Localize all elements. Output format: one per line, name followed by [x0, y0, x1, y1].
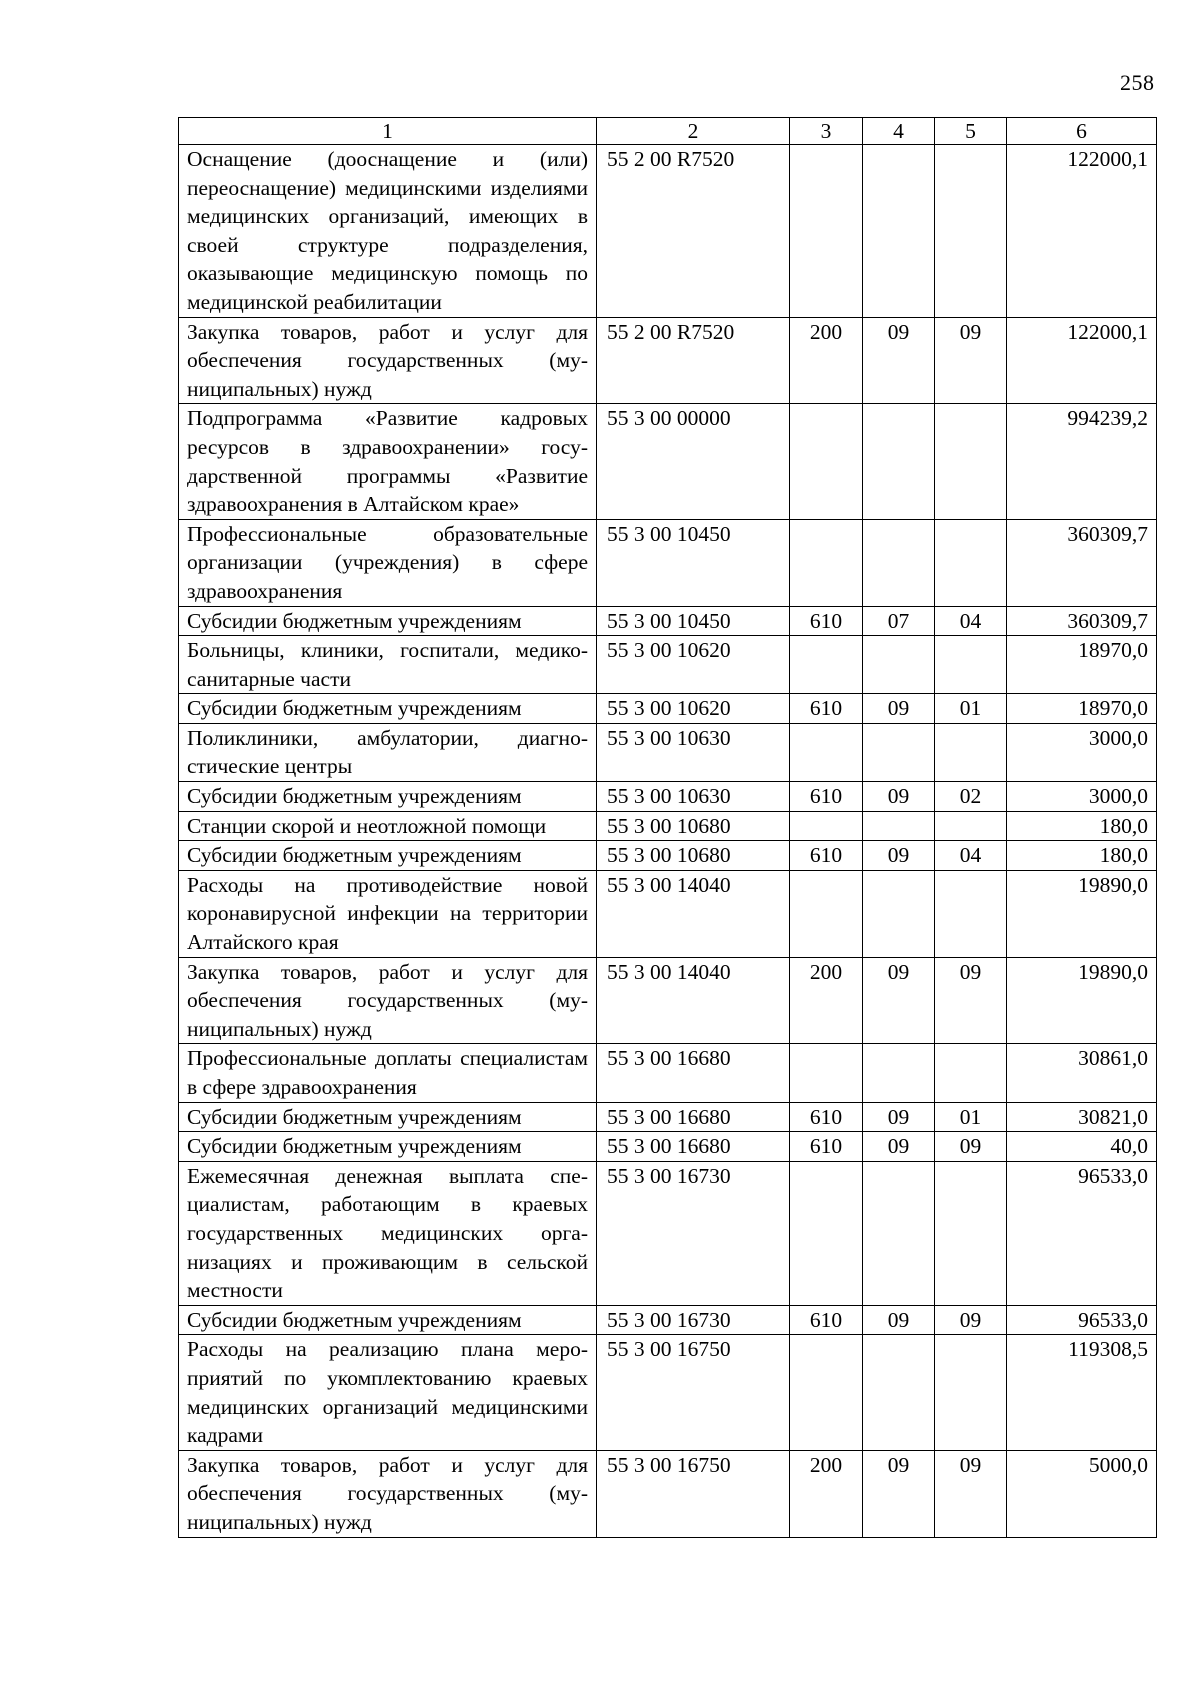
table-row [179, 404, 1157, 519]
row-subsection [935, 1335, 1007, 1450]
row-target-code: 55 3 00 16680 [597, 1132, 790, 1162]
row-expense-type [790, 519, 863, 606]
row-expense-type: 200 [790, 317, 863, 404]
table-row [179, 636, 1157, 694]
row-subsection [935, 870, 1007, 957]
row-target-code: 55 3 00 16680 [597, 1044, 790, 1102]
row-description: Расходы на противодействие новой коронавирусной инфекции на территории Алтайского края [179, 870, 597, 957]
header-cell-col-6: 6 [1007, 118, 1157, 145]
table-row [179, 1305, 1157, 1335]
row-description: Закупка товаров, работ и услуг для обеспечения государственных (муниципальных) нужд [179, 1450, 597, 1537]
row-subsection: 09 [935, 1450, 1007, 1537]
row-amount: 30821,0 [1007, 1102, 1157, 1132]
row-section [863, 1161, 935, 1305]
row-description: Станции скорой и неотложной помощи [179, 811, 597, 841]
table-row [179, 606, 1157, 636]
row-amount: 96533,0 [1007, 1161, 1157, 1305]
row-expense-type [790, 636, 863, 694]
header-cell-col-5: 5 [935, 118, 1007, 145]
row-target-code: 55 3 00 14040 [597, 870, 790, 957]
row-expense-type: 610 [790, 782, 863, 812]
row-subsection: 04 [935, 841, 1007, 871]
row-section: 09 [863, 694, 935, 724]
row-expense-type: 610 [790, 1102, 863, 1132]
budget-table [178, 117, 1157, 1538]
row-expense-type: 610 [790, 1305, 863, 1335]
row-description: Расходы на реализацию плана мероприятий по укомплектованию краевых медицинских организаций медицинскими кадрами [179, 1335, 597, 1450]
row-expense-type [790, 811, 863, 841]
row-description: Больницы, клиники, госпитали, медико-санитарные части [179, 636, 597, 694]
row-subsection [935, 723, 1007, 781]
row-section [863, 870, 935, 957]
row-section [863, 636, 935, 694]
row-description: Оснащение (дооснащение и (или) переоснащение) медицинскими изделиями медицинских организаций, имеющих в своей структуре подразделения, оказывающие медицинскую помощь по медицинской реабилитации [179, 145, 597, 318]
row-target-code: 55 2 00 R7520 [597, 317, 790, 404]
table-row [179, 870, 1157, 957]
table-row [179, 1044, 1157, 1102]
row-description: Субсидии бюджетным учреждениям [179, 694, 597, 724]
table-row [179, 841, 1157, 871]
row-description: Подпрограмма «Развитие кадровых ресурсов в здравоохранении» государственной программы «Развитие здравоохранения в Алтайском крае» [179, 404, 597, 519]
row-amount: 19890,0 [1007, 870, 1157, 957]
row-section [863, 145, 935, 318]
row-section: 09 [863, 1450, 935, 1537]
row-amount: 30861,0 [1007, 1044, 1157, 1102]
row-amount: 180,0 [1007, 811, 1157, 841]
header-cell-col-1: 1 [179, 118, 597, 145]
row-amount: 5000,0 [1007, 1450, 1157, 1537]
row-amount: 360309,7 [1007, 606, 1157, 636]
row-target-code: 55 3 00 00000 [597, 404, 790, 519]
row-description: Субсидии бюджетным учреждениям [179, 1132, 597, 1162]
row-amount: 994239,2 [1007, 404, 1157, 519]
row-expense-type [790, 1044, 863, 1102]
row-expense-type [790, 1335, 863, 1450]
row-target-code: 55 3 00 16750 [597, 1450, 790, 1537]
row-amount: 122000,1 [1007, 145, 1157, 318]
row-amount: 19890,0 [1007, 957, 1157, 1044]
row-amount: 18970,0 [1007, 694, 1157, 724]
row-expense-type [790, 723, 863, 781]
table-row [179, 145, 1157, 318]
row-expense-type [790, 404, 863, 519]
row-subsection: 09 [935, 1132, 1007, 1162]
row-description: Субсидии бюджетным учреждениям [179, 1305, 597, 1335]
table-row [179, 1450, 1157, 1537]
table-row [179, 723, 1157, 781]
row-amount: 40,0 [1007, 1132, 1157, 1162]
row-section: 07 [863, 606, 935, 636]
row-expense-type: 610 [790, 694, 863, 724]
row-target-code: 55 3 00 16750 [597, 1335, 790, 1450]
row-amount: 119308,5 [1007, 1335, 1157, 1450]
row-expense-type: 610 [790, 606, 863, 636]
header-cell-col-3: 3 [790, 118, 863, 145]
row-target-code: 55 2 00 R7520 [597, 145, 790, 318]
row-subsection: 01 [935, 694, 1007, 724]
row-subsection: 02 [935, 782, 1007, 812]
row-description: Профессиональные доплаты специалистам в сфере здравоохранения [179, 1044, 597, 1102]
row-subsection [935, 519, 1007, 606]
row-subsection [935, 145, 1007, 318]
row-amount: 360309,7 [1007, 519, 1157, 606]
table-row [179, 694, 1157, 724]
row-expense-type: 200 [790, 1450, 863, 1537]
header-cell-col-4: 4 [863, 118, 935, 145]
row-subsection: 09 [935, 1305, 1007, 1335]
row-amount: 122000,1 [1007, 317, 1157, 404]
table-row [179, 782, 1157, 812]
row-amount: 18970,0 [1007, 636, 1157, 694]
table-row [179, 1335, 1157, 1450]
row-target-code: 55 3 00 16730 [597, 1305, 790, 1335]
row-section [863, 1044, 935, 1102]
row-section [863, 723, 935, 781]
row-description: Субсидии бюджетным учреждениям [179, 841, 597, 871]
row-section: 09 [863, 1132, 935, 1162]
row-target-code: 55 3 00 10620 [597, 694, 790, 724]
row-subsection [935, 1161, 1007, 1305]
row-section [863, 811, 935, 841]
row-target-code: 55 3 00 16680 [597, 1102, 790, 1132]
table-row [179, 519, 1157, 606]
row-amount: 96533,0 [1007, 1305, 1157, 1335]
row-subsection [935, 636, 1007, 694]
row-expense-type: 610 [790, 1132, 863, 1162]
row-target-code: 55 3 00 16730 [597, 1161, 790, 1305]
row-subsection [935, 404, 1007, 519]
table-row [179, 1132, 1157, 1162]
row-target-code: 55 3 00 10620 [597, 636, 790, 694]
row-section: 09 [863, 782, 935, 812]
row-subsection: 09 [935, 317, 1007, 404]
row-amount: 3000,0 [1007, 782, 1157, 812]
row-expense-type: 200 [790, 957, 863, 1044]
page-number: 258 [1120, 70, 1155, 95]
row-description: Поликлиники, амбулатории, диагностические центры [179, 723, 597, 781]
row-section [863, 1335, 935, 1450]
row-amount: 3000,0 [1007, 723, 1157, 781]
row-section: 09 [863, 1305, 935, 1335]
row-target-code: 55 3 00 10450 [597, 606, 790, 636]
row-target-code: 55 3 00 14040 [597, 957, 790, 1044]
row-description: Ежемесячная денежная выплата специалистам, работающим в краевых государственных медицинских организациях и проживающим в сельской местности [179, 1161, 597, 1305]
row-expense-type [790, 1161, 863, 1305]
row-subsection [935, 811, 1007, 841]
row-target-code: 55 3 00 10680 [597, 841, 790, 871]
table-row [179, 1102, 1157, 1132]
row-expense-type [790, 870, 863, 957]
row-subsection [935, 1044, 1007, 1102]
table-row [179, 1161, 1157, 1305]
row-target-code: 55 3 00 10450 [597, 519, 790, 606]
row-description: Закупка товаров, работ и услуг для обеспечения государственных (муниципальных) нужд [179, 317, 597, 404]
row-section: 09 [863, 841, 935, 871]
row-subsection: 09 [935, 957, 1007, 1044]
row-description: Закупка товаров, работ и услуг для обеспечения государственных (муниципальных) нужд [179, 957, 597, 1044]
row-subsection: 01 [935, 1102, 1007, 1132]
row-subsection: 04 [935, 606, 1007, 636]
row-target-code: 55 3 00 10630 [597, 723, 790, 781]
row-section: 09 [863, 1102, 935, 1132]
row-target-code: 55 3 00 10680 [597, 811, 790, 841]
row-section [863, 519, 935, 606]
header-cell-col-2: 2 [597, 118, 790, 145]
table-row [179, 317, 1157, 404]
row-description: Субсидии бюджетным учреждениям [179, 606, 597, 636]
row-description: Субсидии бюджетным учреждениям [179, 782, 597, 812]
row-section [863, 404, 935, 519]
row-section: 09 [863, 317, 935, 404]
row-amount: 180,0 [1007, 841, 1157, 871]
table-row [179, 957, 1157, 1044]
row-expense-type [790, 145, 863, 318]
table-row [179, 811, 1157, 841]
row-description: Субсидии бюджетным учреждениям [179, 1102, 597, 1132]
row-target-code: 55 3 00 10630 [597, 782, 790, 812]
row-section: 09 [863, 957, 935, 1044]
header-row [179, 118, 1157, 145]
row-description: Профессиональные образовательные организации (учреждения) в сфере здравоохранения [179, 519, 597, 606]
row-expense-type: 610 [790, 841, 863, 871]
